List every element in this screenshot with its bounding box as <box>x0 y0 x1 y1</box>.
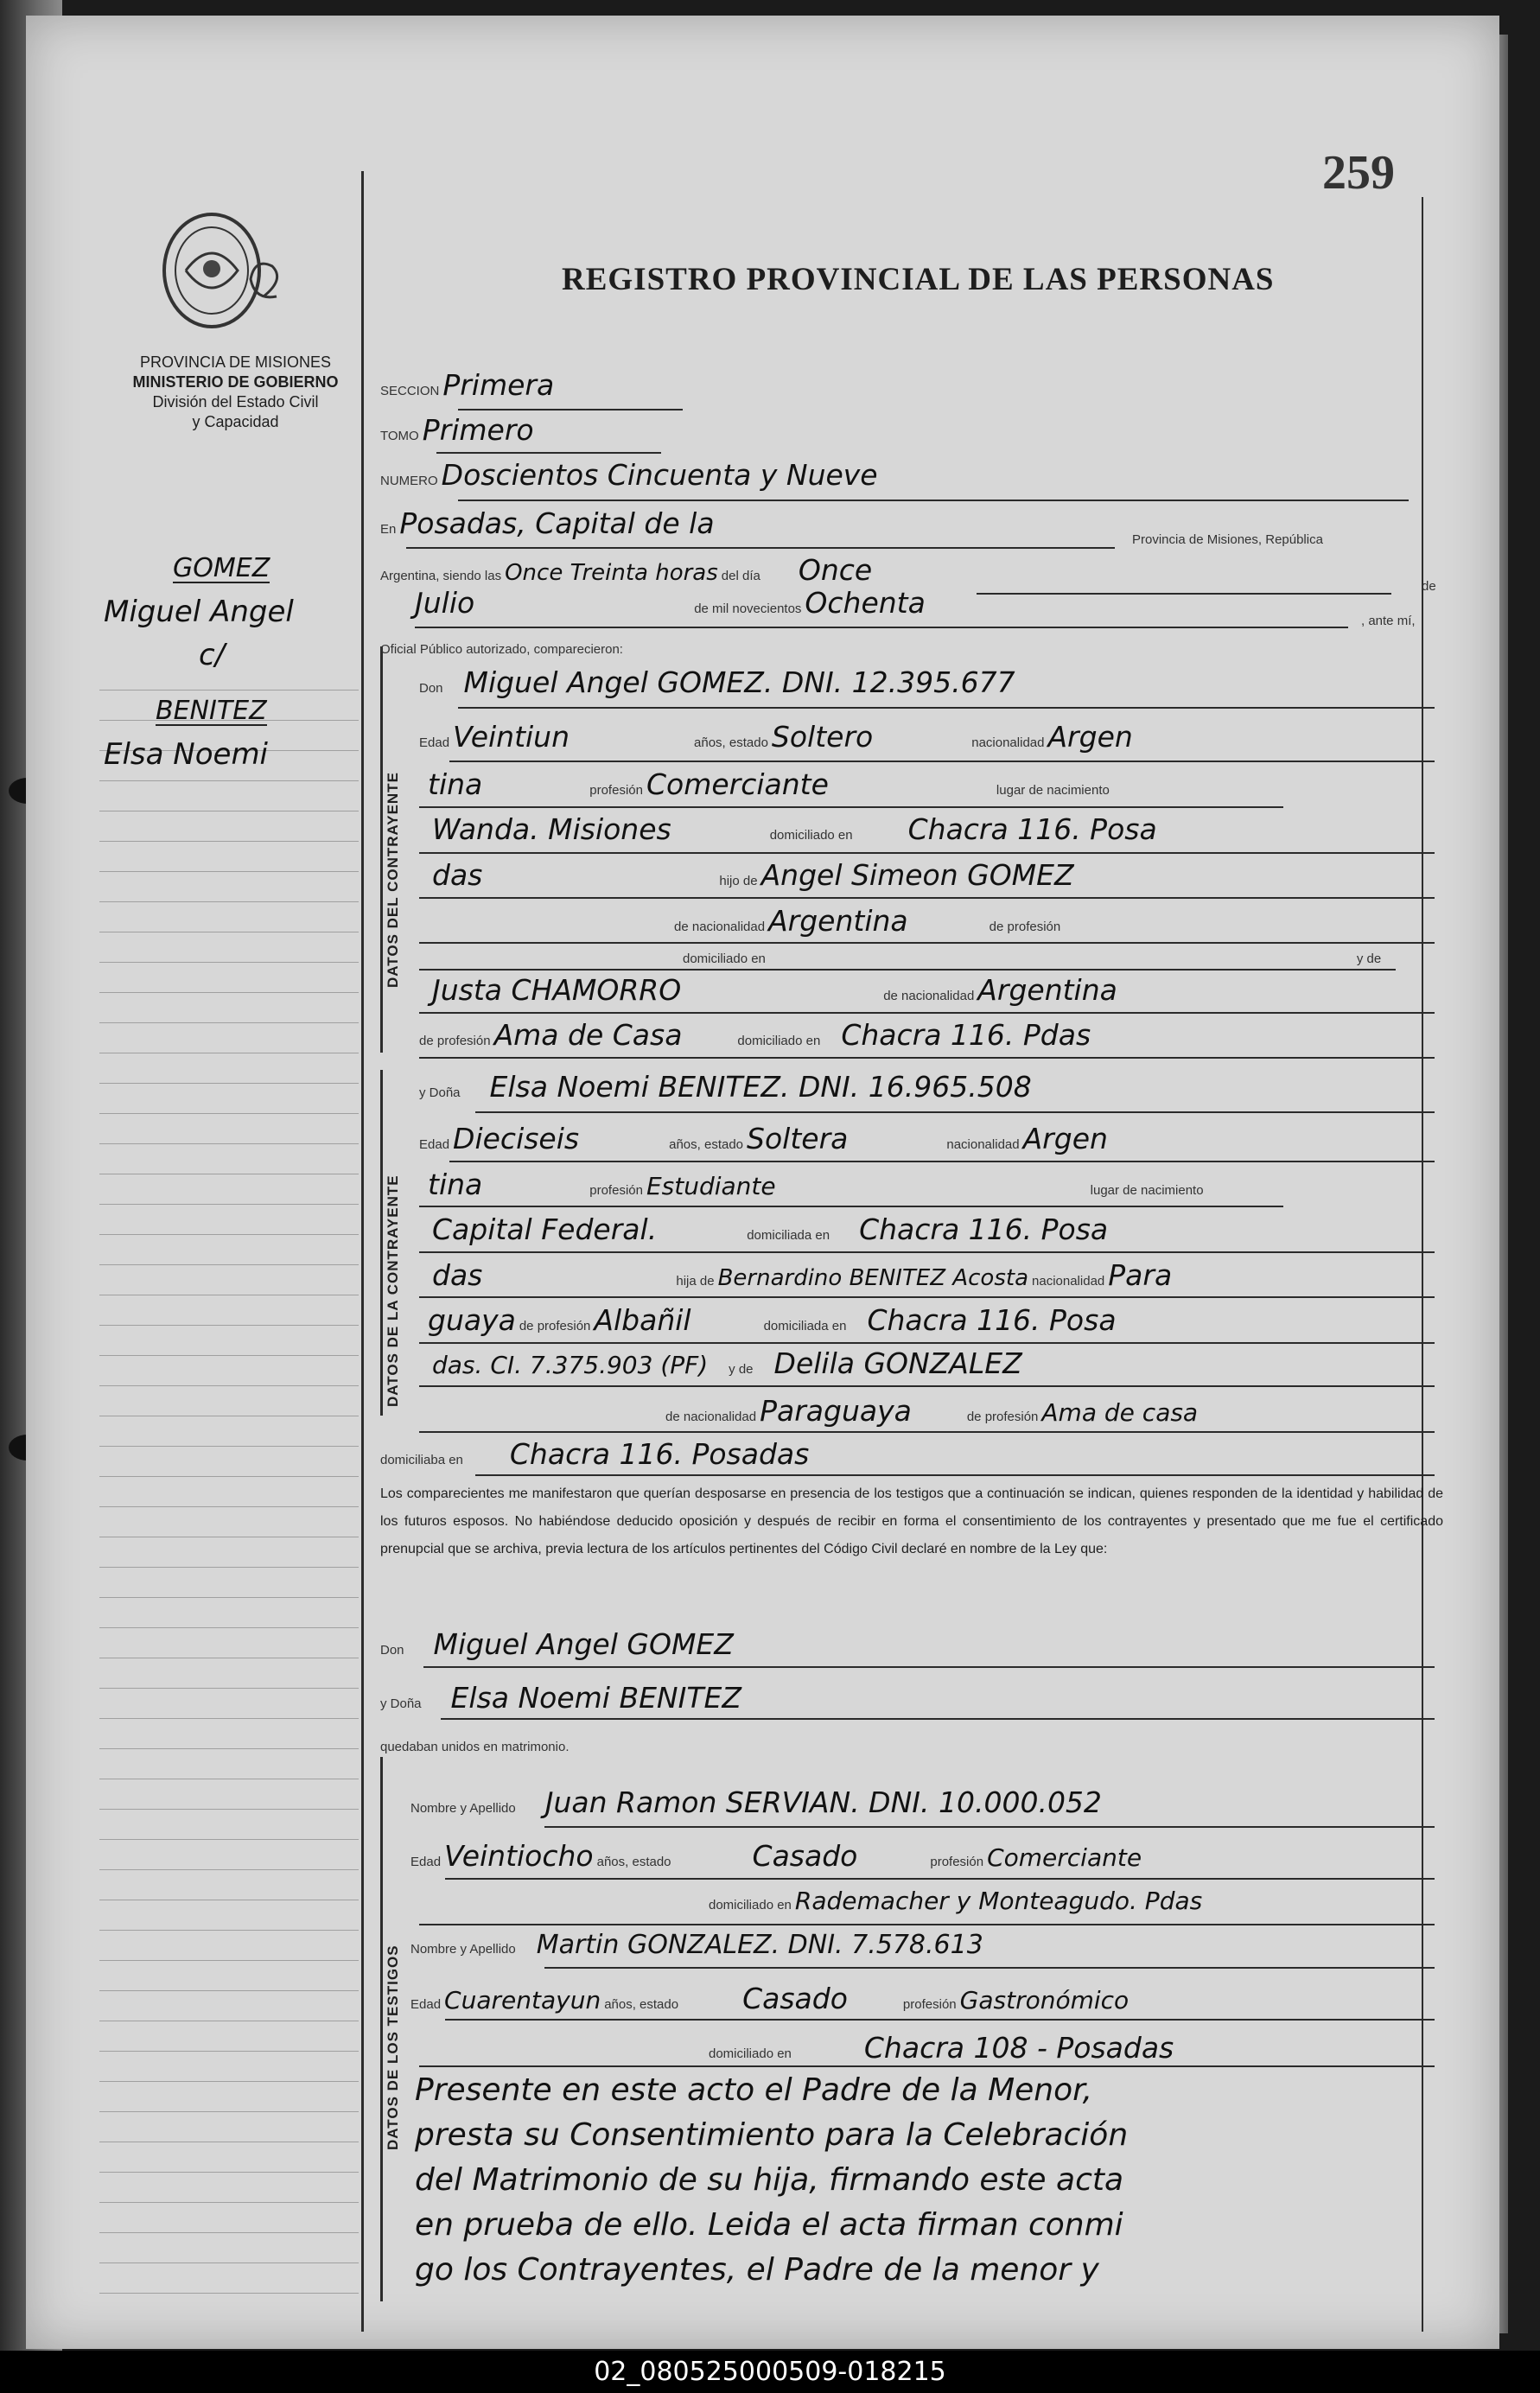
profesion-label: profesión <box>589 1183 643 1198</box>
madre-prof-label: de profesión <box>966 1410 1039 1424</box>
de-prof-label: de profesión <box>989 920 1061 934</box>
row-contrayente-madre <box>432 973 1117 1007</box>
argentina-label: Argentina, siendo las <box>380 569 502 583</box>
union-don-label: Don <box>380 1643 404 1658</box>
de-prof-label: de profesión <box>519 1319 591 1333</box>
testigo1-profesion: Comerciante <box>987 1843 1142 1872</box>
row-union-don <box>380 1627 734 1661</box>
madre-prof-label: de profesión <box>419 1034 491 1048</box>
contrayente-padre-nac: Argentina <box>768 904 908 938</box>
row-contrayente-profesion <box>428 767 1110 801</box>
nombre-label: Nombre y Apellido <box>410 1942 516 1957</box>
edad-label: Edad <box>419 735 450 750</box>
margin-name-1: Miguel Angel <box>104 595 294 629</box>
row-contrayenta-madre-nac <box>665 1394 1198 1428</box>
row-union-dona <box>380 1681 741 1715</box>
row-contrayenta-padre-prof <box>428 1303 1117 1337</box>
row-numero <box>380 458 878 492</box>
testigo2-estado: Casado <box>742 1982 848 2015</box>
row-seccion <box>380 368 554 402</box>
union-closing: quedaban unidos en matrimonio. <box>380 1740 570 1754</box>
contrayenta-madre-domic: Chacra 116. Posadas <box>509 1437 810 1471</box>
en-label: En <box>380 522 397 537</box>
ministry-block <box>95 353 376 432</box>
contrayenta-section-label: DATOS DE LA CONTRAYENTE <box>385 1174 401 1407</box>
anio-value: Ochenta <box>805 586 926 620</box>
row-contrayente-padre <box>432 858 1074 892</box>
row-contrayenta-madre <box>432 1346 1022 1380</box>
edad-label: Edad <box>410 1855 442 1869</box>
mes-value: Julio <box>415 586 475 620</box>
row-contrayenta-nombre <box>419 1070 1032 1104</box>
nac-label: nacionalidad <box>971 735 1045 750</box>
contrayente-section-label: DATOS DEL CONTRAYENTE <box>385 772 401 988</box>
contrayenta-padre: Bernardino BENITEZ Acosta <box>717 1265 1029 1291</box>
anios-label: años, estado <box>604 1997 679 2012</box>
numero-value: Doscientos Cincuenta y Nueve <box>441 458 878 492</box>
contrayenta-padre-prof: Albañil <box>594 1303 691 1337</box>
register-page <box>26 16 1499 2349</box>
tomo-value: Primero <box>422 413 534 447</box>
contrayente-nacionalidad-b: tina <box>428 767 483 801</box>
contrayenta-padre-domic-b: das. CI. 7.375.903 (PF) <box>432 1351 709 1379</box>
union-don: Miguel Angel GOMEZ <box>433 1627 734 1661</box>
domiciliaba-label: domiciliaba en <box>380 1453 463 1467</box>
de-nac-label: de nacionalidad <box>674 920 766 934</box>
testigos-section-label: DATOS DE LOS TESTIGOS <box>385 1944 401 2150</box>
seccion-value: Primera <box>442 368 555 402</box>
row-tomo <box>380 413 534 447</box>
domiciliado-label: domiciliado en <box>683 951 766 966</box>
nac-label: nacionalidad <box>946 1137 1020 1152</box>
testigo2-domicilio: Chacra 108 - Posadas <box>863 2031 1174 2065</box>
anios-label: años, estado <box>694 735 768 750</box>
contrayenta-padre-nac-b: guaya <box>428 1303 516 1337</box>
profesion-label: profesión <box>902 1997 957 2012</box>
contrayenta-padre-nac-a: Para <box>1108 1258 1173 1292</box>
contrayenta-domicilio-b: das <box>432 1258 483 1292</box>
testigo2-profesion: Gastronómico <box>959 1986 1130 2014</box>
contrayente-profesion: Comerciante <box>646 767 829 801</box>
testigo1-estado: Casado <box>752 1839 858 1873</box>
row-hora <box>380 553 872 587</box>
numero-label: NUMERO <box>380 474 438 488</box>
contrayenta-domicilio-a: Chacra 116. Posa <box>859 1212 1109 1246</box>
oficial-label: Oficial Público autorizado, comparecieron: <box>380 642 623 657</box>
note-line: Presente en este acto el Padre de la Menor, <box>415 2072 1093 2108</box>
anios-label: años, estado <box>669 1137 744 1152</box>
hijo-label: hijo de <box>719 874 758 888</box>
row-contrayenta-madre-domic <box>380 1437 809 1471</box>
row-testigo1-domic <box>709 1887 1202 1915</box>
edad-label: Edad <box>419 1137 450 1152</box>
dona-label: y Doña <box>419 1085 461 1100</box>
contrayenta-madre: Delila GONZALEZ <box>773 1346 1022 1380</box>
lugar-label: lugar de nacimiento <box>1090 1183 1204 1198</box>
en-value: Posadas, Capital de la <box>399 506 715 540</box>
domic-label: domiciliado en <box>709 2046 792 2061</box>
provincial-seal-icon <box>160 201 290 348</box>
row-contrayente-padre-nac <box>674 904 1060 938</box>
row-contrayente-edad <box>419 720 1133 754</box>
row-contrayenta-profesion <box>428 1168 1204 1201</box>
edad-label: Edad <box>410 1997 442 2012</box>
ante-label: , ante mí, <box>1361 614 1416 628</box>
page-number: 259 <box>1322 146 1395 200</box>
profesion-label: profesión <box>589 783 643 798</box>
tomo-label: TOMO <box>380 429 419 443</box>
nacionalidad-label: nacionalidad <box>1032 1274 1105 1289</box>
ministry-line: y Capacidad <box>192 413 279 430</box>
de-nac-label: de nacionalidad <box>665 1410 757 1424</box>
row-contrayente-domiciliado <box>683 951 1381 967</box>
handwritten-note <box>415 2068 1452 2293</box>
row-testigo2-edad <box>410 1982 1129 2015</box>
contrayente-nacionalidad-a: Argen <box>1047 720 1133 754</box>
contrayente-padre: Angel Simeon GOMEZ <box>760 858 1074 892</box>
right-rule <box>1422 197 1423 2332</box>
note-line: presta su Consentimiento para la Celebración <box>415 2117 1129 2153</box>
document-title: REGISTRO PROVINCIAL DE LAS PERSONAS <box>562 262 1275 297</box>
de-label: de <box>1422 579 1436 594</box>
footer-caption: 02_080525000509-018215 <box>0 2351 1540 2393</box>
contrayente-edad: Veintiun <box>453 720 570 754</box>
testigos-bracket <box>380 1757 383 2301</box>
row-contrayenta-padre <box>432 1258 1172 1292</box>
domic-label: domiciliada en <box>747 1228 830 1243</box>
row-testigo2-nombre <box>410 1930 983 1960</box>
row-contrayenta-edad <box>419 1122 1108 1155</box>
nombre-label: Nombre y Apellido <box>410 1801 516 1816</box>
domic-label: domiciliado en <box>709 1898 792 1912</box>
contrayente-domicilio-b: das <box>432 858 483 892</box>
contrayente-domicilio-a: Chacra 116. Posa <box>907 812 1157 846</box>
anios-label: años, estado <box>596 1855 671 1869</box>
row-testigo1-edad <box>410 1839 1142 1873</box>
note-line: del Matrimonio de su hija, firmando este acta <box>415 2162 1124 2198</box>
union-dona: Elsa Noemi BENITEZ <box>450 1681 741 1715</box>
ministry-line: MINISTERIO DE GOBIERNO <box>132 373 339 391</box>
profesion-label: profesión <box>930 1855 984 1869</box>
testigo2-edad: Cuarentayun <box>444 1986 601 2014</box>
row-mes <box>415 586 926 620</box>
row-contrayente-nombre <box>419 665 1015 699</box>
anio-label: de mil novecientos <box>694 601 802 616</box>
contrayenta-nacionalidad-a: Argen <box>1022 1122 1108 1155</box>
note-line: go los Contrayentes, el Padre de la menor y <box>415 2252 1099 2288</box>
row-contrayente-lugar <box>432 812 1157 846</box>
contrayente-madre: Justa CHAMORRO <box>432 973 682 1007</box>
hija-label: hija de <box>676 1274 715 1289</box>
testigo1-domicilio: Rademacher y Monteagudo. Pdas <box>794 1887 1203 1915</box>
row-en <box>380 506 715 540</box>
seccion-label: SECCION <box>380 384 440 398</box>
y-de-label: y de <box>1356 951 1382 966</box>
testigo1-nombre: Juan Ramon SERVIAN. DNI. 10.000.052 <box>544 1785 1102 1819</box>
contrayente-bracket <box>380 646 383 1053</box>
dia-value: Once <box>798 553 873 587</box>
contrayenta-nombre: Elsa Noemi BENITEZ. DNI. 16.965.508 <box>489 1070 1032 1104</box>
hora-value: Once Treinta horas <box>505 560 718 586</box>
ministry-line: División del Estado Civil <box>152 393 319 411</box>
lugar-label: lugar de nacimiento <box>996 783 1110 798</box>
madre-domic-label: domiciliado en <box>737 1034 821 1048</box>
contrayenta-edad: Dieciseis <box>453 1122 580 1155</box>
margin-connector: c/ <box>199 638 226 672</box>
domic-label: domiciliado en <box>769 828 853 843</box>
padre-domic-label: domiciliada en <box>763 1319 847 1333</box>
contrayenta-profesion: Estudiante <box>646 1172 776 1200</box>
contrayente-lugar: Wanda. Misiones <box>432 812 671 846</box>
margin-surname-2: BENITEZ <box>156 696 267 726</box>
margin-surname-1: GOMEZ <box>173 553 270 583</box>
row-contrayenta-lugar <box>432 1212 1108 1246</box>
union-dona-label: y Doña <box>380 1696 422 1711</box>
y-de-label: y de <box>729 1362 754 1377</box>
contrayenta-bracket <box>380 1070 383 1416</box>
body-paragraph: Los comparecientes me manifestaron que querían desposarse en presencia de los testigos que a continuación se indican, quienes responden de la identidad y habilidad de los futuros esposos. No habiéndose deducido oposición y después de recibir en forma el consentimiento de los contrayentes y presentado que me fue el certificado prenupcial que se archiva, previa lectura de los artículos pertinentes del Código Civil declaré en nombre de la Ley que: <box>380 1486 1443 1556</box>
margin-rule <box>361 171 364 2332</box>
row-testigo1-nombre <box>410 1785 1102 1819</box>
provincia-label: Provincia de Misiones, República <box>1132 532 1323 547</box>
contrayenta-padre-domic-a: Chacra 116. Posa <box>867 1303 1117 1337</box>
note-line: en prueba de ello. Leida el acta firman conmi <box>415 2207 1123 2243</box>
contrayenta-nacionalidad-b: tina <box>428 1168 483 1201</box>
row-testigo2-domic <box>709 2031 1174 2065</box>
contrayente-nombre: Miguel Angel GOMEZ. DNI. 12.395.677 <box>463 665 1015 699</box>
contrayente-estado: Soltero <box>771 720 874 754</box>
ministry-line: PROVINCIA DE MISIONES <box>139 353 332 371</box>
madre-nac-label: de nacionalidad <box>883 989 975 1003</box>
contrayente-madre-domic: Chacra 116. Pdas <box>841 1018 1091 1052</box>
testigo1-edad: Veintiocho <box>444 1839 594 1873</box>
don-label: Don <box>419 681 443 696</box>
contrayenta-madre-nac: Paraguaya <box>760 1394 912 1428</box>
contrayenta-madre-prof: Ama de casa <box>1041 1398 1199 1427</box>
contrayenta-estado: Soltera <box>747 1122 849 1155</box>
contrayente-madre-nac: Argentina <box>977 973 1117 1007</box>
testigo2-nombre: Martin GONZALEZ. DNI. 7.578.613 <box>536 1930 983 1960</box>
contrayente-madre-prof: Ama de Casa <box>493 1018 683 1052</box>
row-contrayente-madre-prof <box>419 1018 1091 1052</box>
margin-name-2: Elsa Noemi <box>104 737 269 772</box>
del-dia-label: del día <box>721 569 760 583</box>
contrayenta-lugar: Capital Federal. <box>432 1212 658 1246</box>
